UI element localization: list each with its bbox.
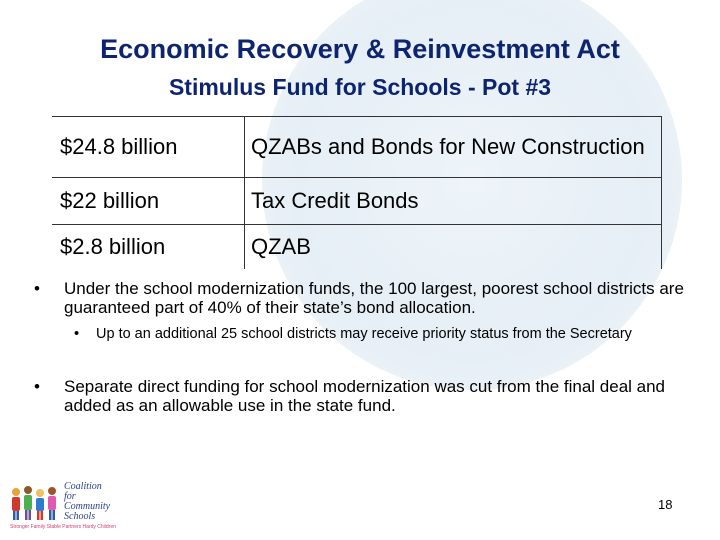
logo-tagline: Stronger Family Stable Partners Hardy Children	[10, 524, 116, 530]
logo-line: Coalition	[64, 481, 102, 492]
logo-line: for	[64, 491, 76, 502]
page-number: 18	[658, 497, 673, 512]
bullet-marker: •	[34, 377, 40, 396]
description-cell: QZABs and Bonds for New Construction	[245, 117, 662, 178]
amount-cell: $2.8 billion	[60, 234, 166, 259]
bullet-marker: •	[74, 326, 80, 342]
sub-bullet-item	[34, 326, 694, 343]
funding-table	[52, 116, 662, 269]
table-row	[52, 178, 662, 225]
amount-cell: $22 billion	[52, 178, 245, 225]
description-cell: QZAB	[245, 225, 662, 270]
slide-subtitle: Stimulus Fund for Schools - Pot #3	[168, 74, 552, 100]
logo-line: Community	[64, 501, 111, 512]
table-row	[52, 117, 662, 178]
logo-line: Schools	[64, 511, 96, 522]
amount-cell: $24.8 billion	[52, 117, 245, 178]
bullet-marker: •	[34, 279, 40, 298]
slide-title: Economic Recovery & Reinvestment Act	[100, 34, 620, 64]
bullet-item	[34, 279, 694, 317]
bullet-item	[34, 377, 694, 415]
bullet-text: Separate direct funding for school modernization was cut from the final deal and added as an allowable use in the state fund.	[64, 377, 666, 415]
description-cell: Tax Credit Bonds	[245, 178, 662, 225]
sub-bullet-text: Up to an additional 25 school districts may receive priority status from the Secretary	[96, 326, 632, 342]
coalition-logo	[8, 482, 120, 530]
bullet-list	[34, 279, 694, 415]
children-figures-icon	[8, 482, 64, 524]
table-row	[52, 225, 662, 270]
logo-text	[64, 482, 110, 522]
bullet-text: Under the school modernization funds, the 100 largest, poorest school districts are guaranteed part of 40% of their state’s bond allocation.	[64, 279, 684, 317]
